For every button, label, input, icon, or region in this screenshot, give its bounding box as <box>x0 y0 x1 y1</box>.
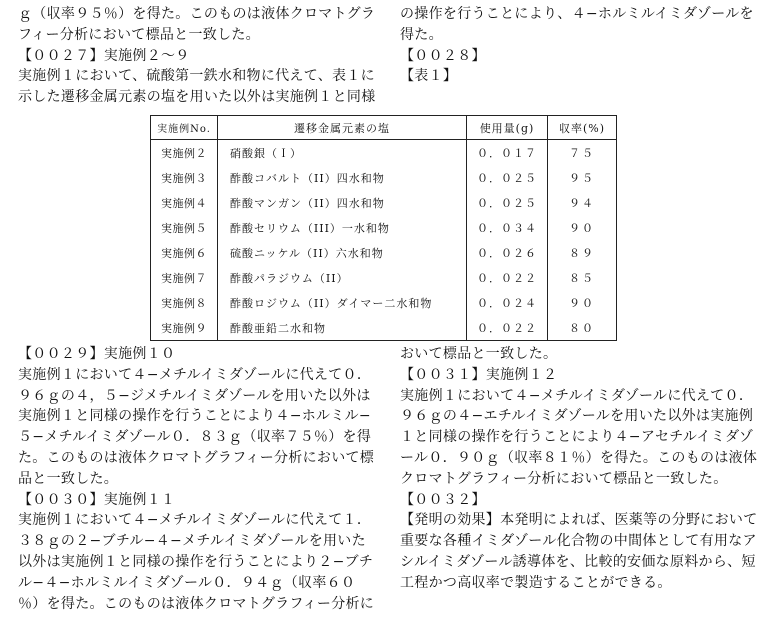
paragraph-heading: 【００２７】実施例２〜９ <box>18 47 190 64</box>
cell-salt: 酢酸パラジウム（II） <box>218 265 467 290</box>
text-line: 【発明の効果】本発明によれば、医薬等の分野において <box>400 512 758 529</box>
cell-salt: 酢酸コバルト（II）四水和物 <box>218 165 467 190</box>
header-example-no: 実施例No. <box>151 116 218 140</box>
text-line: シルイミダゾール誘導体を、比較的安価な原料から、短 <box>400 553 756 570</box>
table-row <box>151 190 617 215</box>
text-line: 示した遷移金属元素の塩を用いた以外は実施例１と同様 <box>18 89 376 106</box>
cell-yield: ８９ <box>548 240 617 265</box>
cell-amount: ０．０１７ <box>467 140 548 166</box>
text-line: フィー分析において標品と一致した。 <box>18 26 260 43</box>
cell-salt: 硝酸銀（Ｉ） <box>218 140 467 166</box>
paragraph-number: 【００３２】 <box>400 491 486 508</box>
cell-amount: ０．０２２ <box>467 315 548 341</box>
cell-example: 実施例５ <box>151 215 218 240</box>
text-line: 以外は実施例１と同様の操作を行うことにより２−ブチ <box>18 553 374 570</box>
cell-yield: ９０ <box>548 215 617 240</box>
header-salt: 遷移金属元素の塩 <box>218 116 467 140</box>
top-left-column <box>18 4 376 108</box>
text-line: おいて標品と一致した。 <box>400 346 558 362</box>
cell-example: 実施例４ <box>151 190 218 215</box>
cell-salt: 酢酸セリウム（III）一水和物 <box>218 215 467 240</box>
text-line: 実施例１において、硫酸第一鉄水和物に代えて、表１に <box>18 68 375 85</box>
paragraph-heading: 【００２９】実施例１０ <box>18 346 176 362</box>
text-line: 工程かつ高収率で製造することができる。 <box>400 574 672 591</box>
text-line: 実施例１において４−メチルイミダゾールに代えて１． <box>18 512 372 529</box>
cell-yield: ８５ <box>548 265 617 290</box>
cell-salt: 硫酸ニッケル（II）六水和物 <box>218 240 467 265</box>
text-line: ３８ｇの２−ブチル−４−メチルイミダゾールを用いた <box>18 533 366 550</box>
text-line: １と同様の操作を行うことにより４−アセチルイミダゾ <box>400 429 754 446</box>
text-line: の操作を行うことにより、４−ホルミルイミダゾールを <box>400 6 754 22</box>
table-row <box>151 290 617 315</box>
table-row <box>151 265 617 290</box>
cell-amount: ０．０２２ <box>467 265 548 290</box>
paragraph-number: 【００２８】 <box>400 47 486 64</box>
bottom-right-column <box>400 344 758 594</box>
cell-amount: ０．０２５ <box>467 190 548 215</box>
cell-amount: ０．０３４ <box>467 215 548 240</box>
cell-example: 実施例２ <box>151 140 218 166</box>
header-yield: 収率(%) <box>548 116 617 140</box>
cell-yield: ９０ <box>548 290 617 315</box>
table-caption: 【表１】 <box>400 68 458 85</box>
text-line: た。このものは液体クロマトグラフィー分析において標 <box>18 449 375 466</box>
cell-salt: 酢酸マンガン（II）四水和物 <box>218 190 467 215</box>
table-row <box>151 315 617 341</box>
header-amount: 使用量(g) <box>467 116 548 140</box>
text-line: 重要な各種イミダゾール化合物の中間体として有用なア <box>400 533 757 550</box>
cell-yield: ８０ <box>548 315 617 341</box>
text-line: クロマトグラフィー分析において標品と一致した。 <box>400 470 728 487</box>
text-line: ９６ｇの４，５−ジメチルイミダゾールを用いた以外は <box>18 387 371 404</box>
text-line: ％）を得た。このものは液体クロマトグラフィー分析に <box>18 595 375 612</box>
cell-salt: 酢酸亜鉛二水和物 <box>218 315 467 341</box>
text-line: ５−メチルイミダゾール０．８３ｇ（収率７５％）を得 <box>18 429 372 446</box>
text-line: 実施例１において４−メチルイミダゾールに代えて０． <box>18 366 372 383</box>
table-row <box>151 165 617 190</box>
top-right-column <box>400 4 754 87</box>
text-line: 実施例１と同様の操作を行うことにより４−ホルミル− <box>18 408 371 425</box>
paragraph-heading: 【００３０】実施例１１ <box>18 491 176 508</box>
text-line: ール０．９０ｇ（収率８１％）を得た。このものは液体 <box>400 449 758 466</box>
cell-salt: 酢酸ロジウム（II）ダイマー二水和物 <box>218 290 467 315</box>
cell-amount: ０．０２４ <box>467 290 548 315</box>
text-line: 品と一致した。 <box>18 470 119 487</box>
text-line: ９６ｇの４−エチルイミダゾールを用いた以外は実施例 <box>400 408 754 425</box>
table-row <box>151 140 617 166</box>
cell-amount: ０．０２５ <box>467 165 548 190</box>
text-line: 実施例１において４−メチルイミダゾールに代えて０． <box>400 387 754 404</box>
cell-amount: ０．０２６ <box>467 240 548 265</box>
table-row <box>151 215 617 240</box>
cell-example: 実施例７ <box>151 265 218 290</box>
cell-yield: ７５ <box>548 140 617 166</box>
table-header-row <box>151 116 617 140</box>
cell-example: 実施例６ <box>151 240 218 265</box>
cell-example: 実施例３ <box>151 165 218 190</box>
text-line: ル−４−ホルミルイミダゾール０．９４ｇ（収率６０ <box>18 574 356 591</box>
transition-metal-salt-table <box>150 115 617 341</box>
bottom-left-column <box>18 344 375 614</box>
cell-yield: ９５ <box>548 165 617 190</box>
text-line: 得た。 <box>400 26 443 43</box>
cell-yield: ９４ <box>548 190 617 215</box>
cell-example: 実施例９ <box>151 315 218 341</box>
paragraph-heading: 【００３１】実施例１２ <box>400 366 558 383</box>
text-line: ｇ（収率９５％）を得た。このものは液体クロマトグラ <box>18 6 376 22</box>
cell-example: 実施例８ <box>151 290 218 315</box>
table-row <box>151 240 617 265</box>
